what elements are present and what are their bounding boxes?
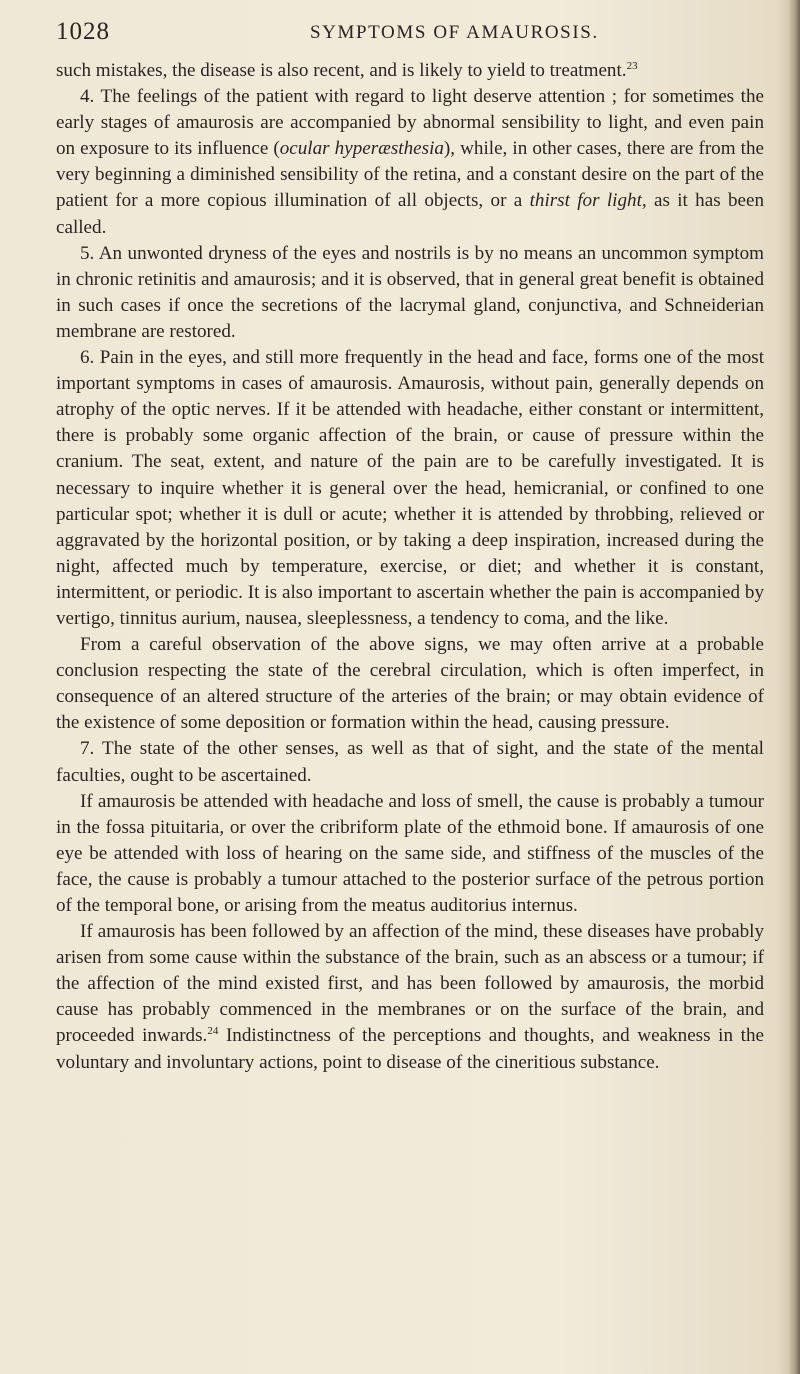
paragraph-4	[56, 84, 764, 241]
italic-term-ocular-hyperaesthesia: ocular hyperæsthesia	[279, 138, 444, 160]
body-text	[56, 58, 764, 1076]
running-title: SYMPTOMS OF AMAUROSIS.	[310, 22, 599, 43]
paragraph-text: Indistinctness of the perceptions and thoughts, and weakness in the voluntary and involuntary actions, point to disease of the cineritious substance.	[56, 1025, 764, 1073]
paragraph-6: 6. Pain in the eyes, and still more frequently in the head and face, forms one of the most important symptoms in cases of amaurosis. Amaurosis, without pain, generally depends on atrophy of the optic nerves. If it be attended with headache, either constant or intermittent, there is probably some organic affection of the brain, or cause of pressure within the cranium. The seat, extent, and nature of the pain are to be carefully investigated. It is necessary to inquire whether it is general over the head, hemicranial, or confined to one particular spot; whether it is dull or acute; whether it is attended by throbbing, relieved or aggravated by the horizontal position, or by taking a deep inspiration, increased during the night, affected much by temperature, exercise, or diet; and whether it is constant, intermittent, or periodic. It is also important to ascertain whether the pain is accompanied by vertigo, tinnitus aurium, nausea, sleeplessness, a tendency to coma, and the like.	[56, 347, 764, 629]
italic-term-thirst-for-light: thirst for light,	[529, 190, 647, 212]
paragraph-text: 4. The feelings of the patient with regard to light deserve attention ; for sometimes the early stages of amaurosis are accompanied by abnormal sensibility to light, and even pain on exposure to its influence (	[56, 86, 764, 160]
paragraph-text: such mistakes, the disease is also recent, and is likely to yield to treatment.	[56, 60, 627, 81]
page-number: 1028	[56, 18, 110, 45]
paragraph-text: as it has been called.	[56, 190, 765, 238]
paragraph-text: If amaurosis has been followed by an affection of the mind, these diseases have probably arisen from some cause within the substance of the brain, such as an abscess or a tumour; if the affection of the mind existed first, and has been followed by amaurosis, the morbid cause has probably commenced in the membranes or on the surface of the brain, and proceeded inwards.	[56, 921, 764, 1047]
paragraph-7: 7. The state of the other senses, as well as that of sight, and the state of the mental faculties, ought to be ascertained.	[56, 738, 764, 786]
paragraph-6-continued: From a careful observation of the above signs, we may often arrive at a probable conclusion respecting the state of the cerebral circulation, which is often imperfect, in consequence of an altered structure of the arteries of the brain; or may obtain evidence of the existence of some deposition or formation within the head, causing pressure.	[56, 634, 764, 734]
page-header	[56, 10, 776, 50]
page-edge-shadow	[788, 0, 800, 1374]
paragraph-7-final	[56, 919, 764, 1076]
footnote-ref-23: 23	[626, 60, 638, 72]
paragraph-7-continued: If amaurosis be attended with headache and loss of smell, the cause is probably a tumour in the fossa pituitaria, or over the cribriform plate of the ethmoid bone. If amaurosis of one eye be attended with loss of hearing on the same side, and stiffness of the muscles of the face, the cause is probably a tumour attached to the posterior surface of the petrous portion of the temporal bone, or arising from the meatus auditorius internus.	[56, 790, 764, 916]
paragraph-continuation	[56, 58, 764, 84]
paragraph-text: ), while, in other cases, there are from the very beginning a diminished sensibility of the retina, and a constant desire on the part of the patient for a more copious illumination of all objects, or a	[56, 138, 764, 212]
paragraph-5: 5. An unwonted dryness of the eyes and nostrils is by no means an uncommon symptom in chronic retinitis and amaurosis; and it is observed, that in general great benefit is obtained in such cases if once the secretions of the lacrymal gland, conjunctiva, and Schneiderian membrane are restored.	[56, 242, 764, 342]
footnote-ref-24: 24	[207, 1025, 219, 1038]
